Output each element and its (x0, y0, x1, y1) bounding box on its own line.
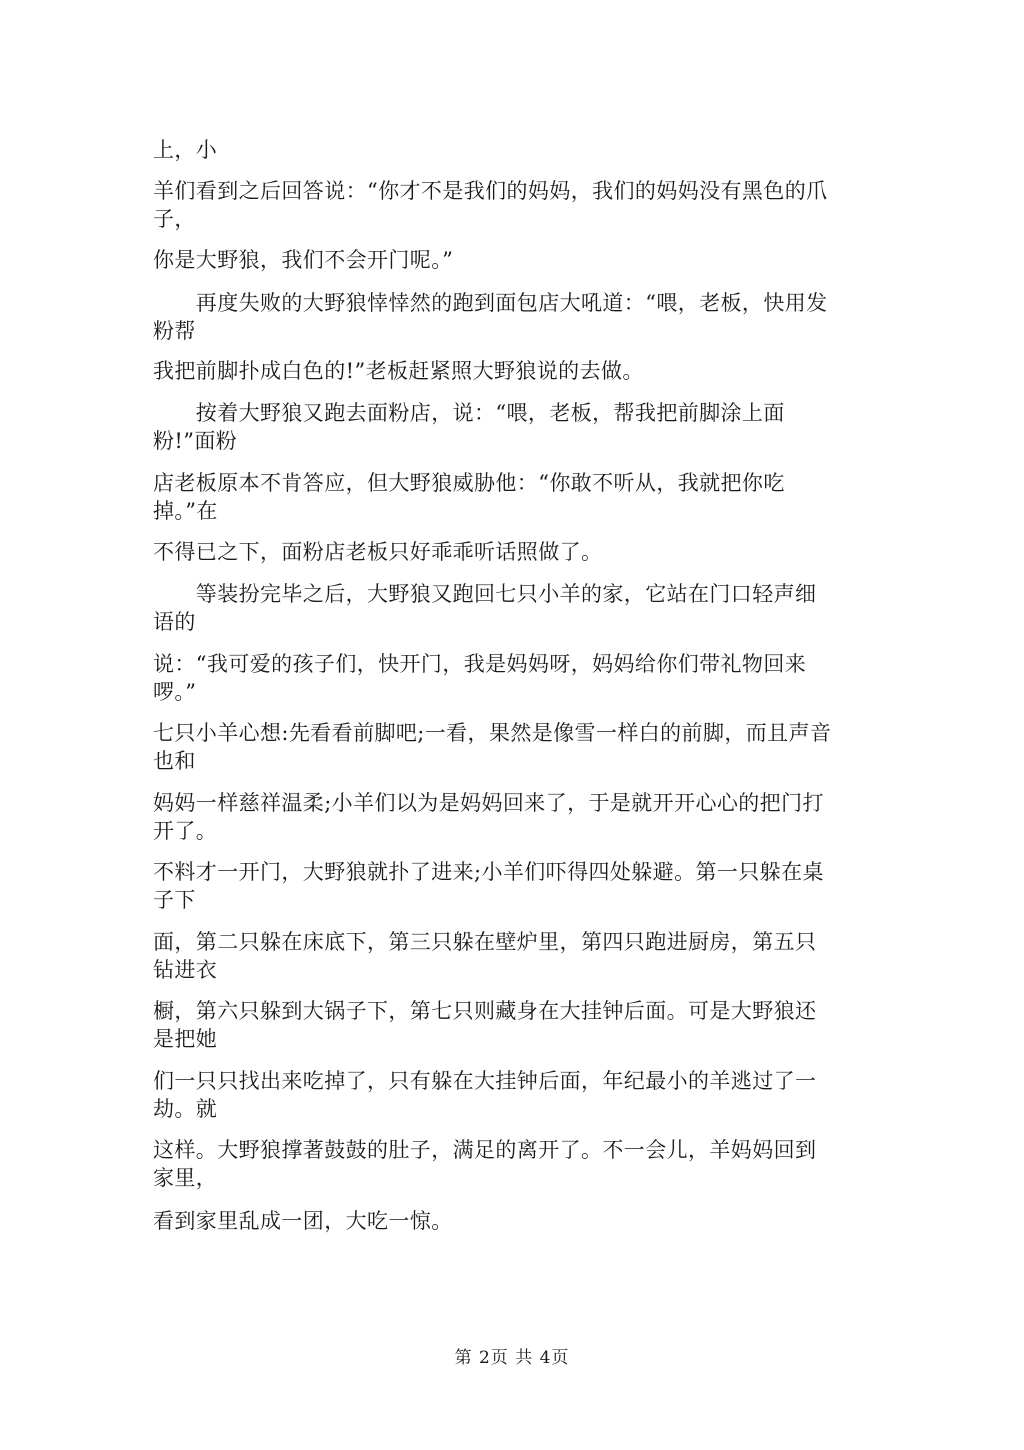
paragraph-line: 再度失败的大野狼悻悻然的跑到面包店大吼道：“喂，老板，快用发粉帮 (153, 291, 828, 343)
paragraph-line: 上，小 (153, 138, 218, 162)
paragraph-line: 我把前脚扑成白色的!”老板赶紧照大野狼说的去做。 (153, 359, 644, 383)
paragraph-line: 面，第二只躲在床底下，第三只躲在壁炉里，第四只跑进厨房，第五只钻进衣 (153, 930, 817, 982)
paragraph-line: 们一只只找出来吃掉了，只有躲在大挂钟后面，年纪最小的羊逃过了一劫。就 (153, 1069, 817, 1121)
paragraph-line: 按着大野狼又跑去面粉店，说：“喂，老板，帮我把前脚涂上面粉!”面粉 (153, 401, 785, 453)
paragraph-line: 羊们看到之后回答说：“你才不是我们的妈妈，我们的妈妈没有黑色的爪子， (153, 179, 828, 231)
paragraph-line: 不得已之下，面粉店老板只好乖乖听话照做了。 (153, 540, 603, 564)
paragraph-line: 你是大野狼，我们不会开门呢。” (153, 248, 454, 272)
paragraph-line: 说：“我可爱的孩子们，快开门，我是妈妈呀，妈妈给你们带礼物回来啰。” (153, 652, 807, 704)
page-number-footer: 第 2页 共 4页 (454, 1348, 570, 1368)
paragraph-line: 七只小羊心想:先看看前脚吧;一看，果然是像雪一样白的前脚，而且声音也和 (153, 721, 832, 773)
paragraph-line: 这样。大野狼撑著鼓鼓的肚子，满足的离开了。不一会儿，羊妈妈回到家里， (153, 1138, 817, 1190)
paragraph-line: 店老板原本不肯答应，但大野狼威胁他：“你敢不听从，我就把你吃掉。”在 (153, 471, 785, 523)
paragraph-line: 不料才一开门，大野狼就扑了进来;小羊们吓得四处躲避。第一只躲在桌子下 (153, 860, 824, 912)
paragraph-line: 等装扮完毕之后，大野狼又跑回七只小羊的家，它站在门口轻声细语的 (153, 582, 817, 634)
paragraph-line: 橱，第六只躲到大锅子下，第七只则藏身在大挂钟后面。可是大野狼还是把她 (153, 999, 817, 1051)
paragraph-line: 妈妈一样慈祥温柔;小羊们以为是妈妈回来了，于是就开开心心的把门打开了。 (153, 791, 824, 843)
paragraph-line: 看到家里乱成一团，大吃一惊。 (153, 1209, 453, 1233)
